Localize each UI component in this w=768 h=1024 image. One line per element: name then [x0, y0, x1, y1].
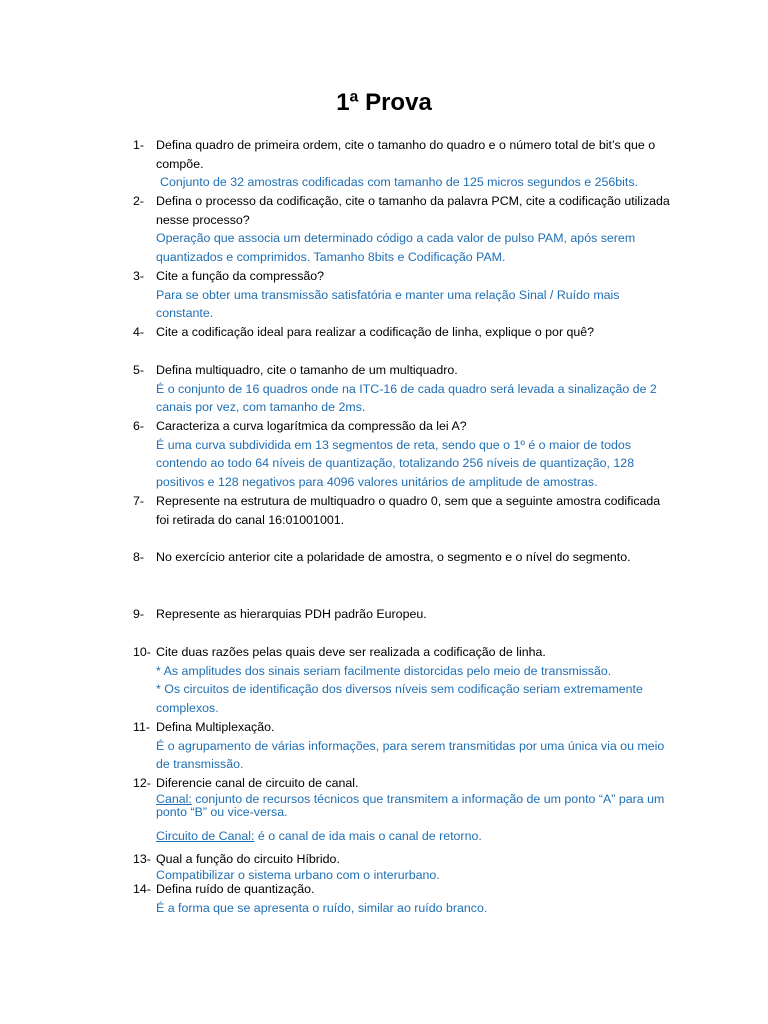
answer-definition: conjunto de recursos técnicos que transmitem a informação de um ponto “A” para um ponto “B” ou vice-versa.	[156, 791, 665, 819]
question-text: Defina o processo da codificação, cite o tamanho da palavra PCM, cite a codificação utilizada nesse processo?	[156, 194, 670, 227]
answer-text	[156, 793, 673, 819]
question-6	[133, 417, 673, 492]
term-canal: Canal:	[156, 791, 192, 806]
answer-text: * As amplitudes dos sinais seriam facilmente distorcidas pelo meio de transmissão.	[156, 663, 612, 678]
question-text: Defina multiquadro, cite o tamanho de um multiquadro.	[156, 363, 458, 377]
question-text: Caracteriza a curva logarítmica da compressão da lei A?	[156, 419, 467, 433]
question-text: Cite a função da compressão?	[156, 269, 325, 283]
question-7	[133, 492, 673, 529]
question-number: 13-	[133, 852, 151, 866]
question-text: Qual a função do circuito Híbrido.	[156, 852, 340, 866]
answer-definition: é o canal de ida mais o canal de retorno.	[254, 828, 482, 843]
question-number: 11-	[133, 720, 150, 734]
question-text: Cite duas razões pelas quais deve ser realizada a codificação de linha.	[156, 645, 546, 659]
question-text: Represente na estrutura de multiquadro o quadro 0, sem que a seguinte amostra codificada foi retirada do canal 16:01001001.	[156, 494, 661, 527]
question-10	[133, 643, 673, 718]
question-number: 8-	[133, 550, 145, 564]
question-number: 4-	[133, 325, 145, 339]
question-text: Diferencie canal de circuito de canal.	[156, 776, 359, 790]
question-number: 9-	[133, 607, 145, 621]
question-number: 5-	[133, 363, 145, 377]
answer-text: É o conjunto de 16 quadros onde na ITC-16 de cada quadro será levada a sinalização de 2 canais por vez, com tamanho de 2ms.	[156, 381, 657, 415]
answer-text: Compatibilizar o sistema urbano com o interurbano.	[156, 867, 440, 882]
question-14	[133, 880, 673, 917]
question-11	[133, 718, 673, 774]
question-text: Cite a codificação ideal para realizar a codificação de linha, explique o por quê?	[156, 325, 595, 339]
answer-text: * Os circuitos de identificação dos diversos níveis sem codificação seriam extremamente complexos.	[156, 682, 643, 716]
answer-text: É uma curva subdividida em 13 segmentos de reta, sendo que o 1º é o maior de todos contendo ao todo 64 níveis de quantização, totalizando 256 níveis de quantização, 128 positivos e 128 negativos para 4096 valores unitários de amplitude de amostras.	[156, 437, 635, 490]
question-text: Defina quadro de primeira ordem, cite o tamanho do quadro e o número total de bit’s que o compõe.	[156, 138, 656, 171]
question-number: 7-	[133, 494, 145, 508]
question-4	[133, 323, 673, 342]
answer-text: É a forma que se apresenta o ruído, similar ao ruído branco.	[156, 900, 488, 915]
question-text: Represente as hierarquias PDH padrão Europeu.	[156, 607, 427, 621]
question-number: 3-	[133, 269, 145, 283]
question-3	[133, 267, 673, 323]
question-9	[133, 605, 673, 624]
question-number: 6-	[133, 419, 145, 433]
question-number: 12-	[133, 776, 151, 790]
question-number: 1-	[133, 138, 145, 152]
question-1	[133, 136, 673, 192]
answer-text: Operação que associa um determinado código a cada valor de pulso PAM, após serem quantizados e comprimidos. Tamanho 8bits e Codificação PAM.	[156, 231, 636, 265]
question-5	[133, 361, 673, 417]
answer-text: Conjunto de 32 amostras codificadas com tamanho de 125 micros segundos e 256bits.	[160, 175, 639, 190]
term-circuito-de-canal: Circuito de Canal:	[156, 828, 255, 843]
answer-text	[156, 827, 673, 846]
question-2	[133, 192, 673, 267]
question-text: Defina Multiplexação.	[156, 720, 275, 734]
answer-text: Para se obter uma transmissão satisfatória e manter uma relação Sinal / Ruído mais constante.	[156, 287, 620, 321]
question-text: Defina ruído de quantização.	[156, 882, 315, 896]
answer-text: É o agrupamento de várias informações, para serem transmitidas por uma única via ou meio de transmissão.	[156, 738, 665, 772]
question-8	[133, 548, 673, 567]
page-title: 1ª Prova	[336, 89, 432, 116]
question-number: 14-	[133, 882, 151, 896]
question-number: 2-	[133, 194, 145, 208]
question-12	[133, 774, 673, 845]
question-text: No exercício anterior cite a polaridade de amostra, o segmento e o nível do segmento.	[156, 550, 631, 564]
question-13	[133, 850, 673, 882]
question-number: 10-	[133, 645, 151, 659]
